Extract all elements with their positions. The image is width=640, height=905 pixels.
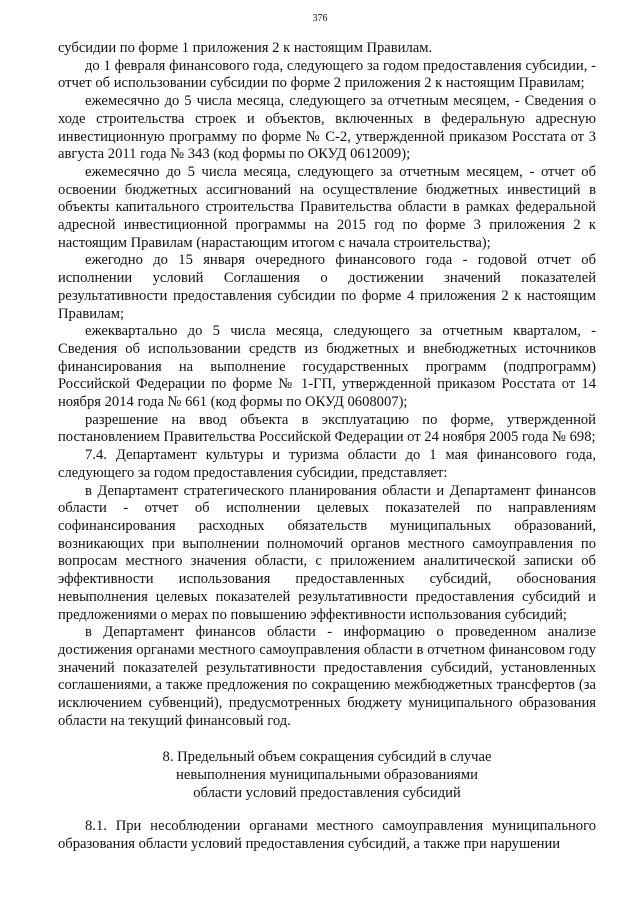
- paragraph: до 1 февраля финансового года, следующего за годом предоставления субсидии, - отчет об использовании субсидии по форме 2 приложения 2 к настоящим Правилам;: [58, 57, 596, 92]
- paragraph: ежегодно до 15 января очередного финансового года - годовой отчет об исполнении условий Соглашения о достижении значений показателей результативности предоставления субсидии по форме 4 приложения 2 к настоящим Правилам;: [58, 252, 596, 322]
- section-heading-line: области условий предоставления субсидий: [193, 785, 461, 801]
- section-heading: [58, 748, 596, 802]
- paragraph: 7.4. Департамент культуры и туризма области до 1 мая финансового года, следующего за годом предоставления субсидии, представляет:: [58, 447, 596, 481]
- paragraph: 8.1. При несоблюдении органами местного самоуправления муниципального образования области условий предоставления субсидий, а также при нарушении: [58, 818, 596, 852]
- paragraph: ежеквартально до 5 числа месяца, следующего за отчетным кварталом, - Сведения об использовании средств из бюджетных и внебюджетных источников финансирования на выполнение государственных программ (подпрограмм) Российской Федерации по форме № 1-ГП, утвержденной приказом Росстата от 14 ноября 2014 года № 661 (код формы по ОКУД 0608007);: [58, 323, 596, 411]
- body-text: [58, 40, 596, 730]
- paragraph: разрешение на ввод объекта в эксплуатацию по форме, утвержденной постановлением Правительства Российской Федерации от 24 ноября 2005 года № 698;: [58, 411, 596, 446]
- page-number: 376: [312, 13, 328, 24]
- paragraph: ежемесячно до 5 числа месяца, следующего за отчетным месяцем, - отчет об освоении бюджетных ассигнований на осуществление бюджетных инвестиций в объекты капитального строительства Правительства области в рамках федеральной адресной инвестиционной программы на 2015 год по форме 3 приложения 2 к настоящим Правилам (нарастающим итогом с начала строительства);: [58, 163, 596, 251]
- paragraph: в Департамент стратегического планирования области и Департамент финансов области - отчет об исполнении целевых показателей по направлениям софинансирования расходных обязательств муниципальных образований, возникающих при выполнении полномочий органов местного самоуправления по вопросам местного значения области, с приложением аналитической записки об эффективности использования предоставленных субсидий, обоснования невыполнения целевых показателей результативности предоставления субсидий и предложениями о мерах по повышению эффективности использования субсидий;: [58, 482, 596, 623]
- paragraph: субсидии по форме 1 приложения 2 к настоящим Правилам.: [58, 40, 433, 56]
- paragraph: ежемесячно до 5 числа месяца, следующего за отчетным месяцем, - Сведения о ходе строительства строек и объектов, включенных в федеральную адресную инвестиционную программу по форме № С-2, утвержденной приказом Росстата от 3 августа 2011 года № 343 (код формы по ОКУД 0612009);: [58, 93, 596, 163]
- section-text: [58, 818, 596, 853]
- section-heading-line: 8. Предельный объем сокращения субсидий в случае: [162, 749, 492, 765]
- paragraph: в Департамент финансов области - информацию о проведенном анализе достижения органами местного самоуправления области в отчетном финансовом году значений показателей результативности предоставления субсидий, установленных соглашениями, а также предложения по сокращению межбюджетных трансфертов (за исключением субвенций), предусмотренных бюджету муниципального образования области на текущий финансовый год.: [58, 624, 596, 729]
- section-heading-line: невыполнения муниципальными образованиями: [176, 767, 478, 783]
